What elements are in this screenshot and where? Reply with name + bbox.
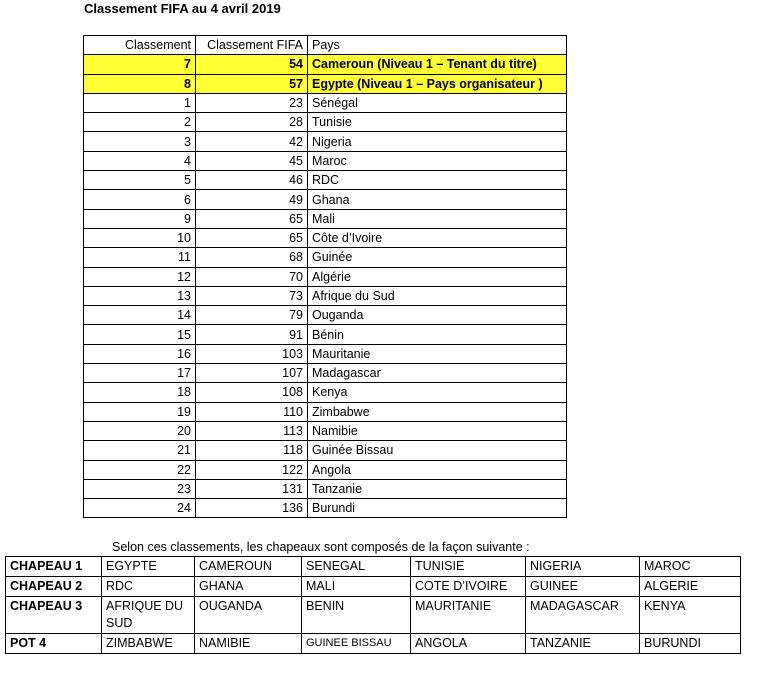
country-cell: Nigeria (308, 132, 567, 151)
pot-team-cell: CAMEROUN (195, 557, 302, 577)
rank-cell: 16 (84, 344, 196, 363)
country-cell: Ouganda (308, 306, 567, 325)
pots-intro-text: Selon ces classements, les chapeaux sont composés de la façon suivante : (112, 540, 530, 554)
rank-cell: 14 (84, 306, 196, 325)
rank-cell: 20 (84, 421, 196, 440)
country-cell: Tunisie (308, 113, 567, 132)
rank-cell: 1 (84, 93, 196, 112)
rank-cell: 15 (84, 325, 196, 344)
header-classement-fifa: Classement FIFA (196, 36, 308, 55)
pot-team-cell: NAMIBIE (195, 634, 302, 654)
country-cell: Guinée Bissau (308, 441, 567, 460)
pot-label: CHAPEAU 2 (6, 577, 102, 597)
fifa-rank-cell: 73 (196, 286, 308, 305)
rank-cell: 12 (84, 267, 196, 286)
fifa-rank-cell: 131 (196, 479, 308, 498)
country-cell: Angola (308, 460, 567, 479)
pot-row (6, 557, 741, 577)
pot-team-cell: BENIN (302, 597, 411, 634)
table-row (84, 151, 567, 170)
table-row (84, 344, 567, 363)
pot-team-cell: EGYPTE (102, 557, 195, 577)
table-row (84, 402, 567, 421)
pot-team-cell: AFRIQUE DU SUD (102, 597, 195, 634)
pot-team-cell: TUNISIE (411, 557, 526, 577)
pot-team-cell: GHANA (195, 577, 302, 597)
rank-cell: 22 (84, 460, 196, 479)
pot-team-cell: MAURITANIE (411, 597, 526, 634)
table-row (84, 479, 567, 498)
table-row (84, 248, 567, 267)
country-cell: Kenya (308, 383, 567, 402)
country-cell: Tanzanie (308, 479, 567, 498)
pot-team-cell: SENEGAL (302, 557, 411, 577)
header-classement: Classement (84, 36, 196, 55)
pot-label: POT 4 (6, 634, 102, 654)
fifa-rank-cell: 113 (196, 421, 308, 440)
rank-cell: 9 (84, 209, 196, 228)
table-header-row (84, 36, 567, 55)
country-cell: Ghana (308, 190, 567, 209)
fifa-rank-cell: 42 (196, 132, 308, 151)
table-row (84, 383, 567, 402)
table-row (84, 441, 567, 460)
country-cell: Zimbabwe (308, 402, 567, 421)
fifa-rank-cell: 103 (196, 344, 308, 363)
country-cell: Bénin (308, 325, 567, 344)
fifa-ranking-table (83, 35, 567, 518)
pot-team-cell: ANGOLA (411, 634, 526, 654)
table-row (84, 460, 567, 479)
pot-team-cell: MADAGASCAR (526, 597, 640, 634)
pots-table (5, 556, 741, 654)
country-cell: Cameroun (Niveau 1 – Tenant du titre) (308, 55, 567, 74)
header-pays: Pays (308, 36, 567, 55)
country-cell: Algérie (308, 267, 567, 286)
pot-label: CHAPEAU 1 (6, 557, 102, 577)
country-cell: Côte d’Ivoire (308, 228, 567, 247)
country-cell: RDC (308, 171, 567, 190)
country-cell: Afrique du Sud (308, 286, 567, 305)
pot-row (6, 577, 741, 597)
fifa-rank-cell: 136 (196, 499, 308, 518)
pot-team-cell: COTE D’IVOIRE (411, 577, 526, 597)
table-row (84, 325, 567, 344)
table-row (84, 306, 567, 325)
pot-team-cell: KENYA (640, 597, 741, 634)
fifa-rank-cell: 108 (196, 383, 308, 402)
table-row (84, 74, 567, 93)
pot-team-cell: MALI (302, 577, 411, 597)
country-cell: Egypte (Niveau 1 – Pays organisateur ) (308, 74, 567, 93)
rank-cell: 24 (84, 499, 196, 518)
fifa-rank-cell: 28 (196, 113, 308, 132)
country-cell: Madagascar (308, 364, 567, 383)
rank-cell: 4 (84, 151, 196, 170)
table-row (84, 286, 567, 305)
table-row (84, 364, 567, 383)
pot-row (6, 634, 741, 654)
fifa-rank-cell: 79 (196, 306, 308, 325)
rank-cell: 6 (84, 190, 196, 209)
rank-cell: 10 (84, 228, 196, 247)
pot-team-cell: ALGERIE (640, 577, 741, 597)
fifa-rank-cell: 110 (196, 402, 308, 421)
fifa-rank-cell: 57 (196, 74, 308, 93)
country-cell: Maroc (308, 151, 567, 170)
pot-team-cell: GUINEE (526, 577, 640, 597)
country-cell: Burundi (308, 499, 567, 518)
fifa-rank-cell: 45 (196, 151, 308, 170)
country-cell: Guinée (308, 248, 567, 267)
fifa-rank-cell: 54 (196, 55, 308, 74)
rank-cell: 7 (84, 55, 196, 74)
fifa-rank-cell: 107 (196, 364, 308, 383)
fifa-rank-cell: 49 (196, 190, 308, 209)
fifa-rank-cell: 68 (196, 248, 308, 267)
rank-cell: 19 (84, 402, 196, 421)
table-row (84, 93, 567, 112)
table-row (84, 55, 567, 74)
pot-team-cell: TANZANIE (526, 634, 640, 654)
pot-team-cell: MAROC (640, 557, 741, 577)
rank-cell: 5 (84, 171, 196, 190)
country-cell: Mali (308, 209, 567, 228)
pot-team-cell: ZIMBABWE (102, 634, 195, 654)
table-row (84, 499, 567, 518)
pot-team-cell: OUGANDA (195, 597, 302, 634)
rank-cell: 17 (84, 364, 196, 383)
fifa-rank-cell: 65 (196, 228, 308, 247)
table-row (84, 132, 567, 151)
pot-row (6, 597, 741, 634)
rank-cell: 3 (84, 132, 196, 151)
table-row (84, 421, 567, 440)
country-cell: Sénégal (308, 93, 567, 112)
table-row (84, 267, 567, 286)
pot-label: CHAPEAU 3 (6, 597, 102, 634)
pot-team-cell: BURUNDI (640, 634, 741, 654)
fifa-rank-cell: 65 (196, 209, 308, 228)
country-cell: Mauritanie (308, 344, 567, 363)
page-title: Classement FIFA au 4 avril 2019 (84, 1, 281, 16)
table-row (84, 171, 567, 190)
rank-cell: 8 (84, 74, 196, 93)
fifa-rank-cell: 46 (196, 171, 308, 190)
pot-team-cell: RDC (102, 577, 195, 597)
table-row (84, 228, 567, 247)
rank-cell: 21 (84, 441, 196, 460)
pot-team-cell: GUINEE BISSAU (302, 634, 411, 654)
fifa-rank-cell: 91 (196, 325, 308, 344)
pot-team-cell: NIGERIA (526, 557, 640, 577)
rank-cell: 2 (84, 113, 196, 132)
country-cell: Namibie (308, 421, 567, 440)
fifa-rank-cell: 23 (196, 93, 308, 112)
fifa-rank-cell: 118 (196, 441, 308, 460)
fifa-rank-cell: 70 (196, 267, 308, 286)
rank-cell: 13 (84, 286, 196, 305)
fifa-rank-cell: 122 (196, 460, 308, 479)
table-row (84, 209, 567, 228)
table-row (84, 113, 567, 132)
table-row (84, 190, 567, 209)
rank-cell: 18 (84, 383, 196, 402)
rank-cell: 23 (84, 479, 196, 498)
rank-cell: 11 (84, 248, 196, 267)
